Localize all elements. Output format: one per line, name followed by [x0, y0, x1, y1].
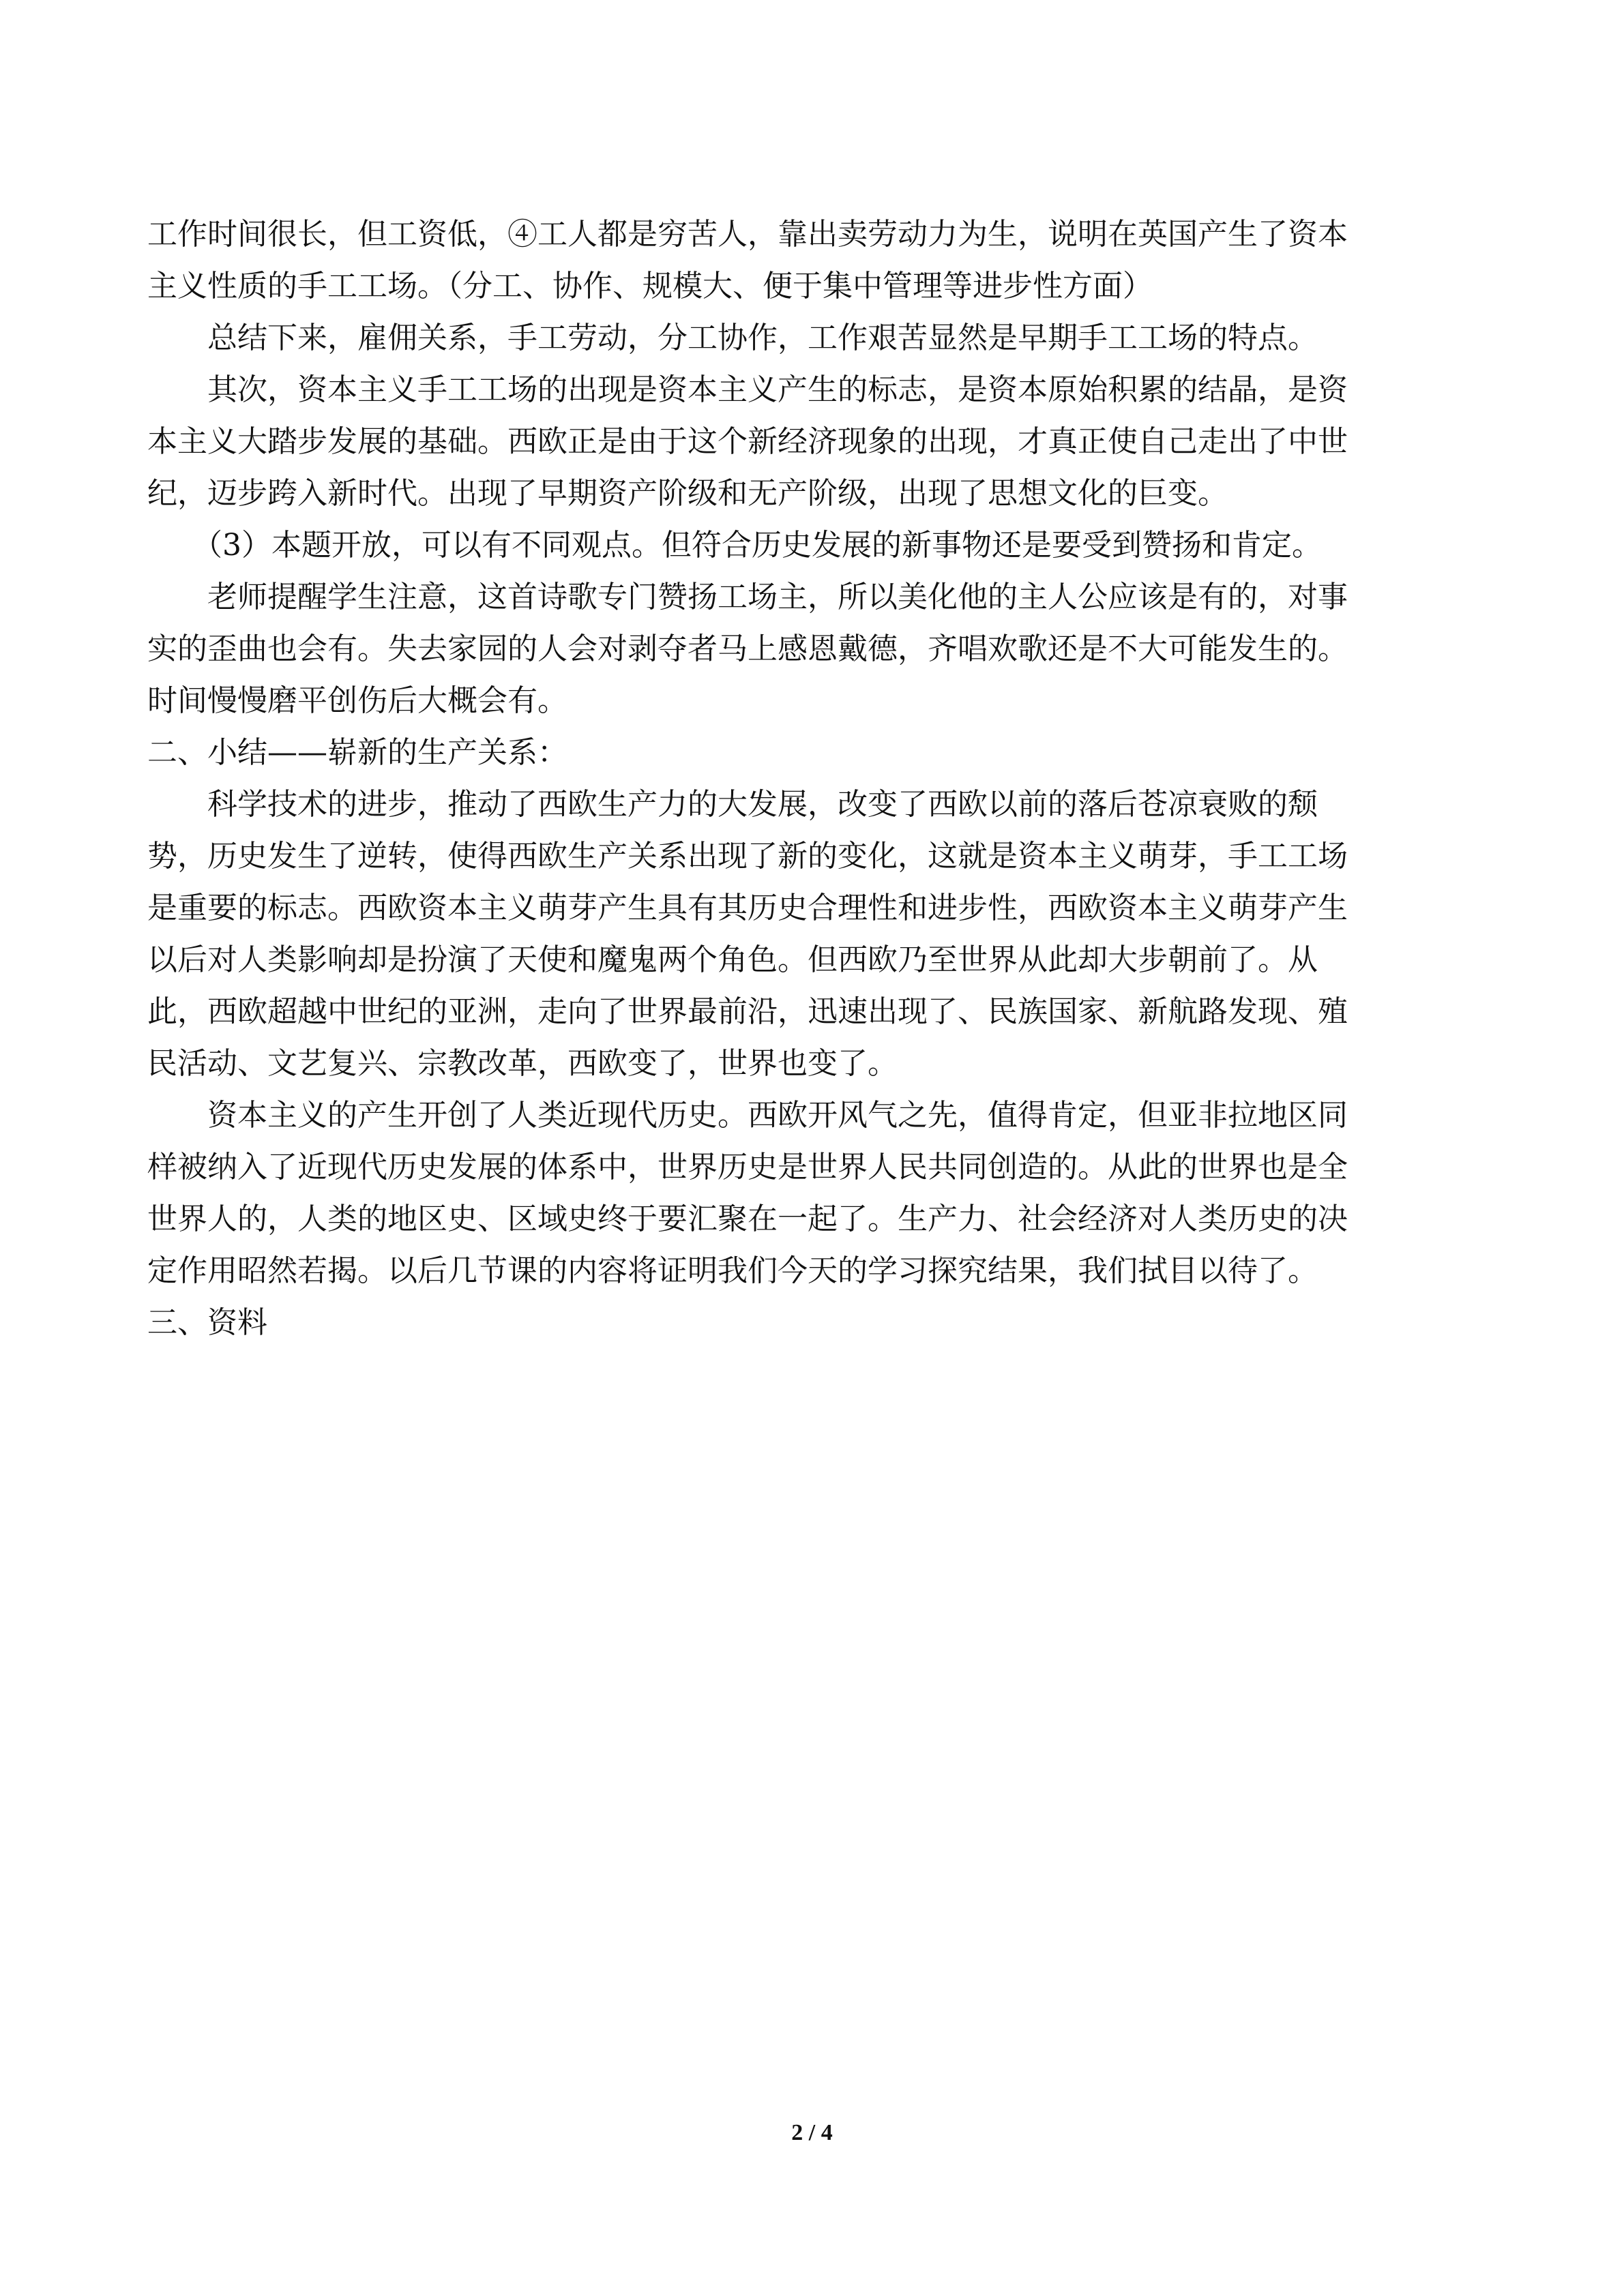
text-line: 本主义大踏步发展的基础。西欧正是由于这个新经济现象的出现，才真正使自己走出了中世 [147, 424, 1348, 459]
section-heading: 三、资料 [147, 1305, 267, 1340]
text-line: 此，西欧超越中世纪的亚洲，走向了世界最前沿，迅速出现了、民族国家、新航路发现、殖 [147, 994, 1348, 1029]
text-line: 以后对人类影响却是扮演了天使和魔鬼两个角色。但西欧乃至世界从此却大步朝前了。从 [147, 942, 1318, 977]
text-line: 时间慢慢磨平创伤后大概会有。 [147, 683, 567, 718]
text-line: 工作时间很长，但工资低，④工人都是穷苦人，靠出卖劳动力为生，说明在英国产生了资本 [147, 217, 1348, 252]
text-line: 样被纳入了近现代历史发展的体系中，世界历史是世界人民共同创造的。从此的世界也是全 [147, 1150, 1348, 1184]
text-line: 实的歪曲也会有。失去家园的人会对剥夺者马上感恩戴德，齐唱欢歌还是不大可能发生的。 [147, 631, 1348, 666]
body-text [147, 209, 1474, 1349]
text-line: 民活动、文艺复兴、宗教改革，西欧变了，世界也变了。 [147, 1046, 898, 1081]
text-line: 世界人的，人类的地区史、区域史终于要汇聚在一起了。生产力、社会经济对人类历史的决 [147, 1202, 1348, 1236]
section-heading: 二、小结——崭新的生产关系： [147, 735, 567, 770]
text-line: 科学技术的进步，推动了西欧生产力的大发展，改变了西欧以前的落后苍凉衰败的颓 [207, 787, 1318, 822]
text-line: 总结下来，雇佣关系，手工劳动，分工协作，工作艰苦显然是早期手工工场的特点。 [207, 320, 1318, 355]
page-number: 2 / 4 [791, 2120, 833, 2145]
text-line: 其次，资本主义手工工场的出现是资本主义产生的标志，是资本原始积累的结晶，是资 [207, 372, 1348, 407]
text-line: 势，历史发生了逆转，使得西欧生产关系出现了新的变化，这就是资本主义萌芽，手工工场 [147, 839, 1348, 874]
text-line: 是重要的标志。西欧资本主义萌芽产生具有其历史合理性和进步性，西欧资本主义萌芽产生 [147, 891, 1348, 925]
text-line: 主义性质的手工工场。（分工、协作、规模大、便于集中管理等进步性方面） [147, 269, 1153, 303]
text-line: 纪，迈步跨入新时代。出现了早期资产阶级和无产阶级，出现了思想文化的巨变。 [147, 476, 1228, 511]
text-line: （3）本题开放，可以有不同观点。但符合历史发展的新事物还是要受到赞扬和肯定。 [192, 528, 1322, 563]
text-line: 老师提醒学生注意，这首诗歌专门赞扬工场主，所以美化他的主人公应该是有的，对事 [207, 580, 1348, 614]
text-line: 定作用昭然若揭。以后几节课的内容将证明我们今天的学习探究结果，我们拭目以待了。 [147, 1253, 1318, 1288]
text-line: 资本主义的产生开创了人类近现代历史。西欧开风气之先，值得肯定，但亚非拉地区同 [207, 1098, 1348, 1133]
